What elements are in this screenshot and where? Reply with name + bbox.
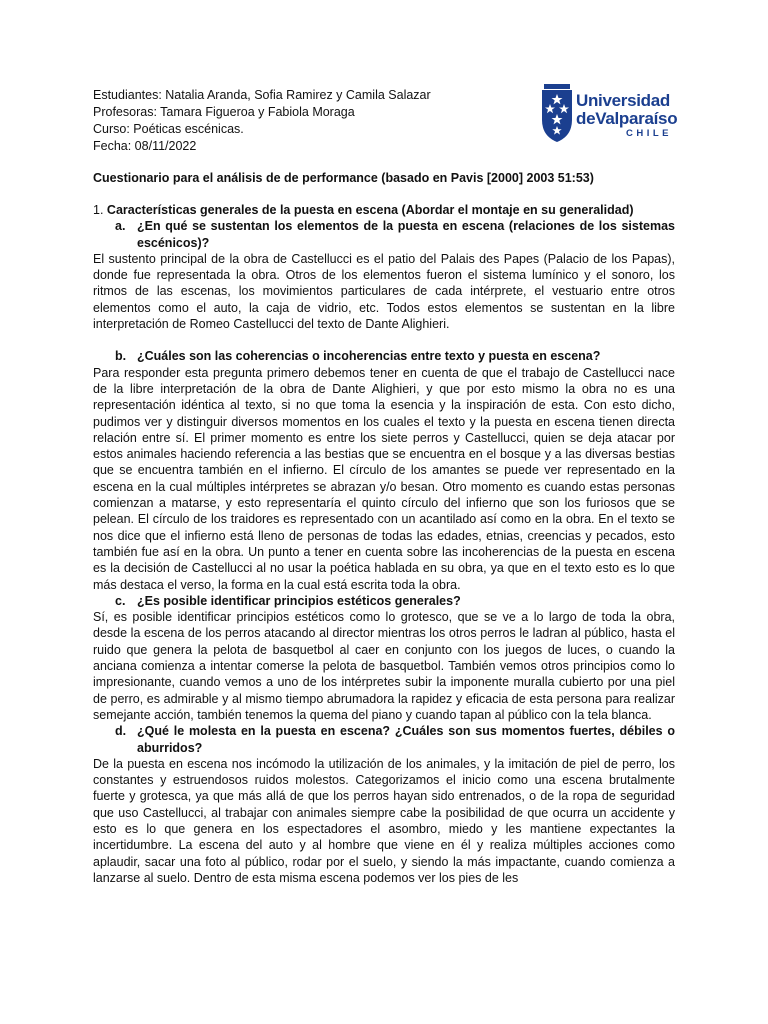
date-line: Fecha: 08/11/2022 (93, 139, 197, 153)
answer-d: De la puesta en escena nos incómodo la utilización de los animales, y la imitación de piel de perro, los constantes y estruendosos ruidos molestos. Categorizamos el inicio como una escena brutalmente fuerte y grotesca, ya que más allá de que los perros hayan sido entrenados, o de la ropa de seguridad que uso Castellucci, al trabajar con animales siempre cabe la posibilidad de que ocurra un accidente y esto es lo que genera en los espectadores el asombro, miedo y les mantiene expectantes la incertidumbre. La escena del auto y al hombre que viene en él y realiza múltiples acciones como aplaudir, sacar una foto al público, rodar por el suelo, y siendo la más impactante, cuando comienza a lanzarse al suelo. Dentro de esta misma escena podemos ver los pies de les (93, 756, 675, 885)
answer-c: Sí, es posible identificar principios estéticos como lo grotesco, que se ve a lo largo de toda la obra, desde la escena de los perros atacando al director mientras los otros perros le ladran al público, hasta el ruido que genera la pelota de basquetbol al caer en conjunto con los juegos de luces, o cuando la anciana comienza a intentar comerse la pelota de basquetbol. También vemos otros principios como lo impresionante, cuando vemos a uno de los intérpretes subir la imponente muralla cubierto por una piel de perro, es admirable y al mismo tiempo abrumadora la rapidez y eficacia de esta persona para realizar semejante acción, también tenemos la quema del piano y cuando tapan al público con la tela blanca. (93, 610, 675, 722)
teachers-line: Profesoras: Tamara Figueroa y Fabiola Moraga (93, 105, 355, 119)
question-letter: a. (115, 219, 126, 234)
logo-line-valparaiso: deValparaíso (576, 109, 678, 128)
answer-a: El sustento principal de la obra de Castellucci es el patio del Palais des Papes (Palacio de los Papas), donde fue representada la obra. Otros de los elementos fueron el sistema lumínico y el sonoro, los ritmos de las escenas, los movimientos particulares de cada intérprete, el vestuario entre otros elementos como el auto, la caja de vidrio, etc. Todos estos elementos se sustentan en la libre interpretación de Romeo Castellucci del texto de Dante Alighieri. (93, 251, 675, 332)
students-line: Estudiantes: Natalia Aranda, Sofia Ramirez y Camila Salazar (93, 88, 431, 102)
logo-wordmark (576, 92, 677, 140)
section-heading-text: Características generales de la puesta en escena (Abordar el montaje en su generalidad) (106, 203, 634, 217)
question-letter: d. (115, 724, 127, 739)
spacer (93, 332, 675, 348)
question-letter: c. (115, 593, 126, 608)
question-text: ¿Qué le molesta en la puesta en escena? ¿Cuáles son sus momentos fuertes, débiles o aburridos? (137, 724, 675, 755)
question-c (93, 593, 675, 609)
question-text: ¿Cuáles son las coherencias o incoherencias entre texto y puesta en escena? (137, 349, 601, 364)
answer-b: Para responder esta pregunta primero debemos tener en cuenta de que el trabajo de Castellucci nace de la libre interpretación de la obra de Dante Alighieri, y que por esto mismo la obra no es una representación idéntica al texto, si no que toma la esencia y la inspiración de esta. Con esto dicho, pudimos ver y distinguir diversos momentos en los cuales el texto y la puesta en escena tienen directa relación entre sí. El primer momento es entre los siete perros y Castellucci, quien se deja atacar por estos animales haciendo referencia a las bestias que se encuentra en el bosque y a las diversas bestias que se encuentra también en el infierno. El círculo de los amantes se puede ver representado en la escena en la cual múltiples intérpretes se abrazan y/o besan. Otro momento es cuando estas personas comienzan a matarse, y esto representaría el quinto círculo del infierno que son los furiosos que se pelean. El círculo de los traidores es representado con un acantilado así como en la obra. En el texto se nos dice que el infierno está lleno de personas de todas las edades, etnias, creencias y pecados, esto también fue así en la obra. Un punto a tener en cuenta sobre las incoherencias de la puesta en escena es la decisión de Castellucci al no usar la poética hablada en su obra, ya que en el texto esto es lo que más destaca el verso, la forma en la cual está escrita toda la obra. (93, 365, 675, 592)
question-text: ¿En qué se sustentan los elementos de la puesta en escena (relaciones de los sistemas escénicos)? (137, 219, 675, 250)
shield-stars-icon (540, 84, 574, 144)
university-logo (540, 82, 680, 146)
question-b (93, 348, 675, 364)
question-text: ¿Es posible identificar principios estéticos generales? (137, 593, 461, 608)
question-letter: b. (115, 349, 127, 364)
question-d (93, 723, 675, 756)
logo-line-chile: CHILE (626, 128, 672, 139)
course-line: Curso: Poéticas escénicas. (93, 122, 244, 136)
document-header (93, 87, 431, 155)
document-body (93, 202, 675, 886)
logo-line-universidad: Universidad (576, 91, 671, 110)
section-heading (93, 202, 675, 218)
question-a (93, 218, 675, 251)
section-number: 1. (93, 203, 104, 217)
document-title: Cuestionario para el análisis de de performance (basado en Pavis [2000] 2003 51:53) (93, 171, 594, 185)
